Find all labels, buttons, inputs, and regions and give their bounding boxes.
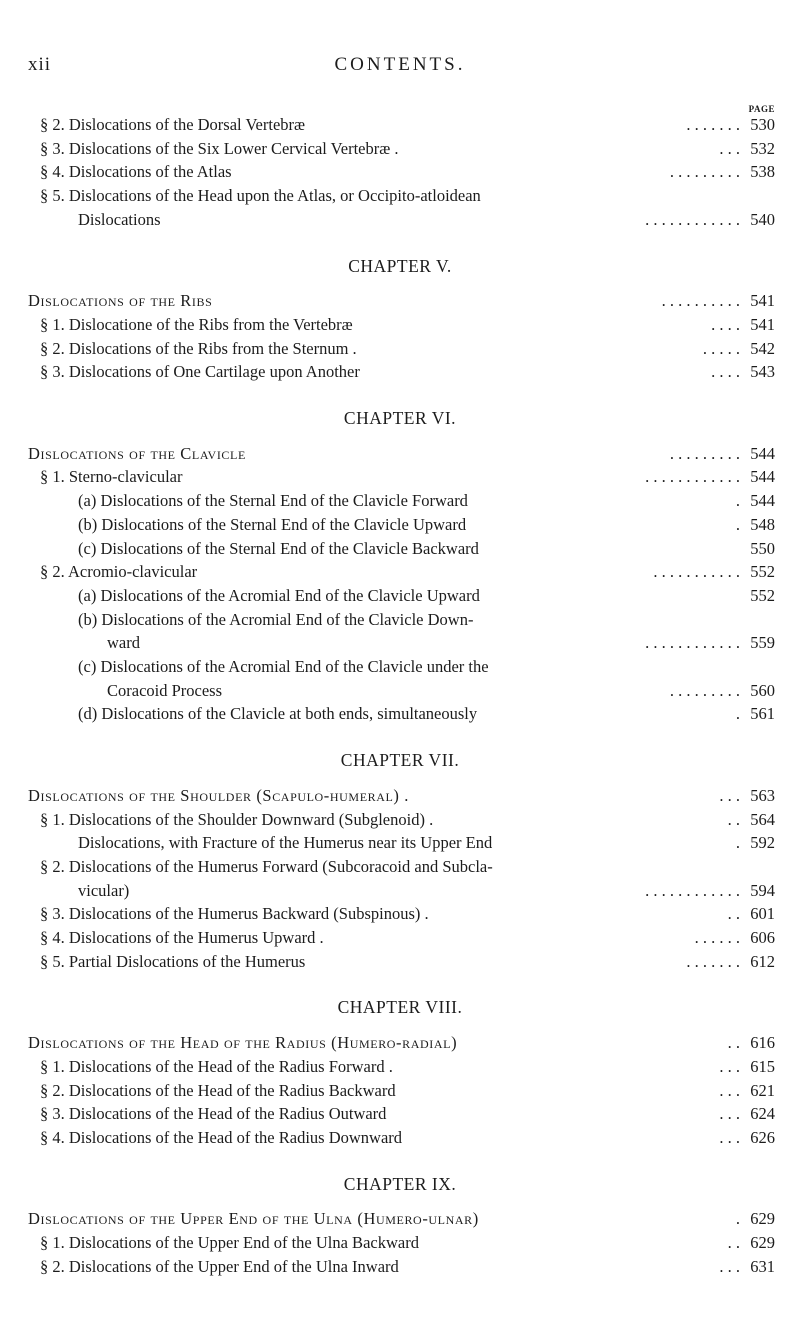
page-number: 616 <box>750 1033 775 1053</box>
dot-leader: . . . . . . . . . . <box>661 291 740 311</box>
toc-entry <box>0 1081 800 1105</box>
section-heading: Dislocations of the Ribs <box>28 291 216 310</box>
toc-entry <box>0 362 800 386</box>
page-number: 544 <box>750 467 775 487</box>
entry-title: § 2. Dislocations of the Ribs from the Sternum . <box>40 339 361 358</box>
dot-leader: . . . <box>719 1080 740 1100</box>
chapter-heading: CHAPTER VII. <box>340 750 460 771</box>
toc-entry <box>0 810 800 834</box>
page-number: 615 <box>750 1056 775 1076</box>
page-number: 626 <box>750 1127 775 1147</box>
entry-title: § 1. Dislocations of the Shoulder Downward (Subglenoid) . <box>40 810 437 829</box>
dot-leader: . . . <box>719 1056 740 1076</box>
entry-title: § 3. Dislocations of the Head of the Radius Outward <box>40 1104 390 1123</box>
page-number: 629 <box>750 1233 775 1252</box>
page-number: 592 <box>750 833 775 853</box>
dot-leader: . . . . . . . <box>686 951 740 971</box>
section-heading: Dislocations of the Shoulder (Scapulo-humeral) . <box>28 786 413 805</box>
dot-leader: . . . . . . . . . <box>669 443 740 463</box>
toc-entry <box>0 339 800 363</box>
page-number: 563 <box>750 785 775 805</box>
entry-title: § 1. Sterno-clavicular <box>40 467 187 486</box>
dot-leader: . . . <box>719 1256 740 1276</box>
dot-leader: . . . . <box>711 362 740 382</box>
page-number: 552 <box>750 562 775 582</box>
entry-title: § 3. Dislocations of the Humerus Backward (Subspinous) . <box>40 904 433 923</box>
entry-title: § 2. Dislocations of the Upper End of the Ulna Inward <box>40 1257 403 1276</box>
dot-leader: . . . . . . . . . . . . <box>645 633 740 653</box>
page-number: 561 <box>750 704 775 724</box>
toc-entry <box>0 162 800 186</box>
dot-leader: . . <box>727 1233 740 1252</box>
toc-entry <box>0 291 800 315</box>
chapter-heading: CHAPTER VIII. <box>337 997 463 1018</box>
entry-title: (a) Dislocations of the Sternal End of the Clavicle Forward <box>78 491 472 510</box>
page-number: 548 <box>750 514 775 534</box>
dot-leader: . <box>735 491 740 511</box>
dot-leader: . . . . . . . . . . . . <box>645 467 740 487</box>
entry-title: Dislocations, with Fracture of the Humerus near its Upper End <box>78 833 496 852</box>
toc-entry <box>0 1128 800 1152</box>
page-number: 552 <box>750 585 775 605</box>
page-number: 594 <box>750 880 775 900</box>
chapter-heading: CHAPTER IX. <box>343 1173 457 1194</box>
entry-title: § 4. Dislocations of the Humerus Upward . <box>40 928 328 947</box>
dot-leader: . . . <box>719 138 740 158</box>
toc-entry <box>0 491 800 515</box>
page-number: 541 <box>750 291 775 311</box>
entry-title: § 1. Dislocatione of the Ribs from the Vertebræ <box>40 315 357 334</box>
dot-leader: . <box>735 704 740 724</box>
page-number: 530 <box>750 115 775 134</box>
page-number: 629 <box>750 1209 775 1229</box>
entry-title: (a) Dislocations of the Acromial End of the Clavicle Upward <box>78 586 484 605</box>
dot-leader: . . . . . . . . . . . <box>653 562 740 582</box>
dot-leader: . . . . . . . . . <box>669 680 740 700</box>
dot-leader: . <box>735 514 740 534</box>
toc-entry <box>0 562 800 586</box>
entry-title: § 2. Acromio-clavicular <box>40 562 201 581</box>
entry-title: § 2. Dislocations of the Head of the Radius Backward <box>40 1081 400 1100</box>
section-heading: Dislocations of the Clavicle <box>28 444 250 463</box>
toc-entry <box>0 904 800 928</box>
entry-title: § 5. Dislocations of the Head upon the Atlas, or Occipito-atloidean <box>40 186 485 205</box>
page-number: 559 <box>750 633 775 653</box>
entry-title: Dislocations <box>78 210 165 229</box>
dot-leader: . . <box>727 1033 740 1053</box>
toc-entry <box>0 633 800 657</box>
page-column-label: PAGE <box>748 104 775 114</box>
dot-leader: . . <box>727 904 740 924</box>
entry-title: (b) Dislocations of the Sternal End of the Clavicle Upward <box>78 515 470 534</box>
toc-entry <box>0 881 800 905</box>
toc-entry <box>0 1257 800 1281</box>
page-number: 606 <box>750 928 775 947</box>
dot-leader: . . . . . . . . . . . . <box>645 880 740 900</box>
toc-entry <box>0 681 800 705</box>
entry-title: vicular) <box>78 881 133 900</box>
entry-title: § 5. Partial Dislocations of the Humerus <box>40 952 309 971</box>
entry-title: (c) Dislocations of the Sternal End of the Clavicle Backward <box>78 539 483 558</box>
page-number: 560 <box>750 680 775 700</box>
entry-title: § 1. Dislocations of the Upper End of the Ulna Backward <box>40 1233 423 1252</box>
toc-entry <box>0 610 800 634</box>
toc-entry <box>0 210 800 234</box>
toc-entry <box>0 1233 800 1257</box>
dot-leader: . . . . . <box>702 338 740 358</box>
dot-leader: . . . . . . <box>694 928 740 947</box>
entry-title: Coracoid Process <box>107 681 226 700</box>
dot-leader: . <box>735 833 740 853</box>
toc-entry <box>0 657 800 681</box>
dot-leader: . . . <box>719 1127 740 1147</box>
page-number: 624 <box>750 1104 775 1124</box>
entry-title: § 3. Dislocations of the Six Lower Cervical Vertebræ . <box>40 139 403 158</box>
section-heading: Dislocations of the Upper End of the Ulna (Humero-ulnar) <box>28 1209 483 1228</box>
dot-leader: . <box>735 1209 740 1229</box>
entry-title: (b) Dislocations of the Acromial End of the Clavicle Down- <box>78 610 477 629</box>
toc-entry <box>0 1033 800 1057</box>
entry-title: § 1. Dislocations of the Head of the Radius Forward . <box>40 1057 397 1076</box>
toc-entry <box>0 115 800 139</box>
toc-entry <box>0 139 800 163</box>
toc-entry <box>0 315 800 339</box>
dot-leader: . . . <box>719 785 740 805</box>
toc-entry <box>0 515 800 539</box>
page-number: 550 <box>750 538 775 558</box>
page-number: 564 <box>750 809 775 829</box>
chapter-heading: CHAPTER VI. <box>343 408 457 428</box>
page-number: 631 <box>750 1256 775 1276</box>
toc-entry <box>0 186 800 210</box>
entry-title: § 4. Dislocations of the Atlas <box>40 162 236 181</box>
page-header <box>0 54 800 84</box>
page-number: 543 <box>750 362 775 382</box>
toc-entry <box>0 857 800 881</box>
page-number: 601 <box>750 904 775 924</box>
toc-entry <box>0 786 800 810</box>
page-number: 542 <box>750 338 775 358</box>
section-heading: Dislocations of the Head of the Radius (Humero-radial) <box>28 1033 461 1052</box>
page-number: 544 <box>750 491 775 511</box>
entry-title: § 4. Dislocations of the Head of the Radius Downward <box>40 1128 406 1147</box>
page-folio: xii <box>28 54 52 75</box>
page-number: 612 <box>750 951 775 971</box>
dot-leader: . . . . . . . . . . . . <box>645 209 740 229</box>
toc-entry <box>0 1104 800 1128</box>
page-number: 540 <box>750 209 775 229</box>
toc-entry <box>0 952 800 976</box>
page-number: 621 <box>750 1080 775 1100</box>
dot-leader: . . . <box>719 1104 740 1124</box>
entry-title: § 3. Dislocations of One Cartilage upon Another <box>40 362 364 381</box>
toc-entry <box>0 1057 800 1081</box>
toc-entry <box>0 444 800 468</box>
entry-title: (c) Dislocations of the Acromial End of the Clavicle under the <box>78 657 493 676</box>
toc-entry <box>0 833 800 857</box>
toc-entry <box>0 1209 800 1233</box>
entry-title: § 2. Dislocations of the Humerus Forward (Subcoracoid and Subcla- <box>40 857 497 876</box>
entry-title: ward <box>107 633 144 652</box>
dot-leader: . . . . . . . . . <box>669 162 740 182</box>
page-number: 538 <box>750 162 775 182</box>
dot-leader: . . <box>727 809 740 829</box>
dot-leader: . . . . <box>711 314 740 334</box>
entry-title: § 2. Dislocations of the Dorsal Vertebræ <box>40 115 309 134</box>
dot-leader: . . . . . . . <box>686 115 740 134</box>
running-title: CONTENTS. <box>334 54 466 75</box>
page-number: 544 <box>750 443 775 463</box>
toc-entry <box>0 586 800 610</box>
page-number: 541 <box>750 314 775 334</box>
entry-title: (d) Dislocations of the Clavicle at both ends, simultaneously <box>78 704 481 723</box>
chapter-heading: CHAPTER V. <box>348 255 452 276</box>
toc-entry <box>0 928 800 952</box>
toc-entry <box>0 467 800 491</box>
toc-entry <box>0 539 800 563</box>
toc-entry <box>0 704 800 728</box>
page-number: 532 <box>750 138 775 158</box>
